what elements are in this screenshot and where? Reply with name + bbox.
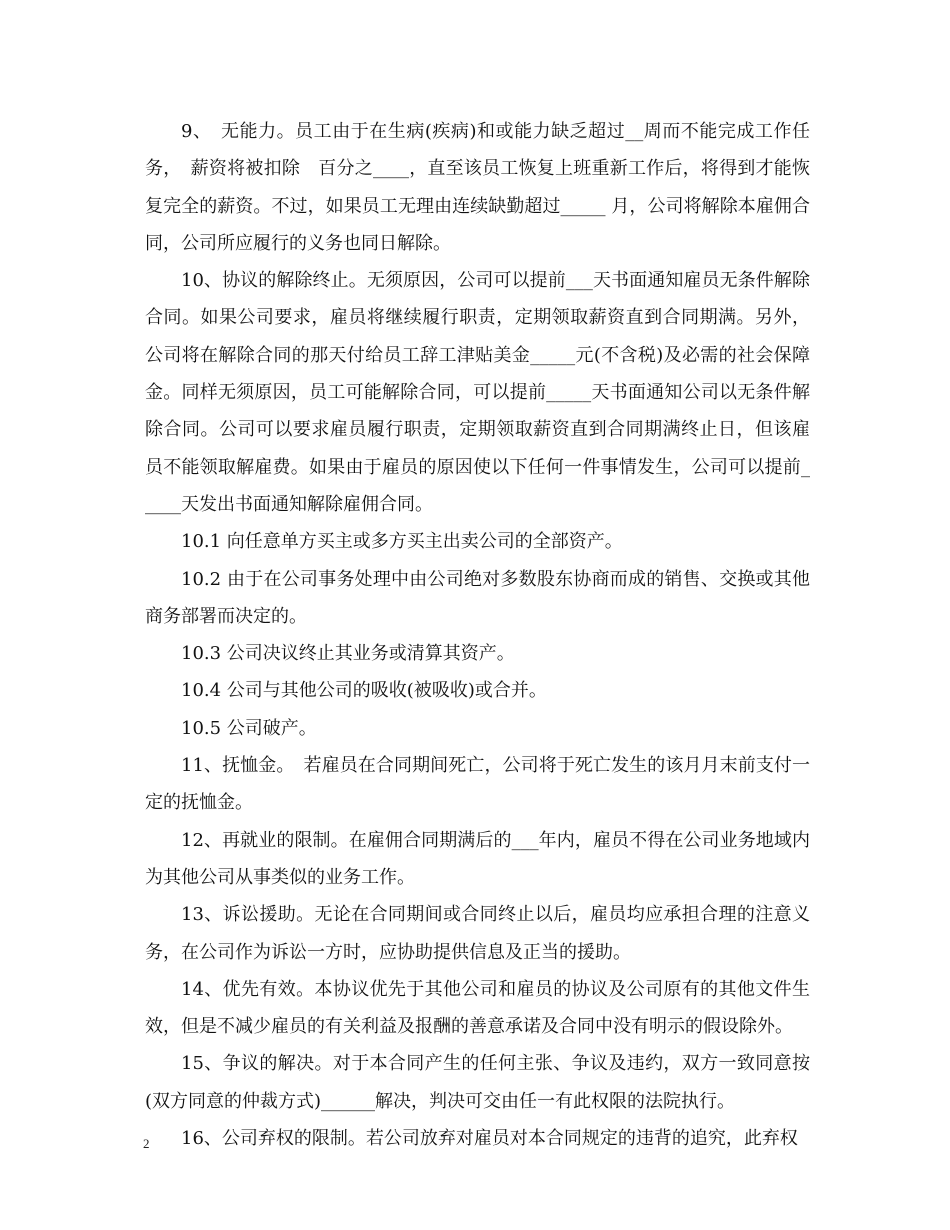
paragraph-13-litigation: 13、诉讼援助。无论在合同期间或合同终止以后，雇员均应承担合理的注意义务，在公司作为诉讼一方时，应协助提供信息及正当的援助。 — [145, 904, 810, 963]
paragraph-15-disputes: 15、争议的解决。对于本合同产生的任何主张、争议及违约，双方一致同意按(双方同意的仲裁方式)______解决，判决可交由任一有此权限的法院执行。 — [145, 1053, 810, 1112]
paragraph-10-5: 10.5 公司破产。 — [181, 717, 317, 739]
paragraph-10-3: 10.3 公司决议终止其业务或清算其资产。 — [181, 643, 515, 665]
paragraph-10-termination: 10、协议的解除终止。无须原因，公司可以提前___天书面通知雇员无条件解除合同。如果公司要求，雇员将继续履行职责，定期领取薪资直到合同期满。另外，公司将在解除合同的那天付给员工辞工津贴美金_____元(不含税)及必需的社会保障金。同样无须原因，员工可能解除合同，可以提前_____天书面通知公司以无条件解除合同。公司可以要求雇员履行职责，定期领取薪资直到合同期满终止日，但该雇员不能领取解雇费。如果由于雇员的原因使以下任何一件事情发生，公司可以提前_____天发出书面通知解除雇佣合同。 — [145, 270, 810, 515]
document-body — [145, 113, 810, 1157]
paragraph-16-waiver: 16、公司弃权的限制。若公司放弃对雇员对本合同规定的违背的追究，此弃权 — [181, 1128, 798, 1150]
paragraph-12-reemployment: 12、再就业的限制。在雇佣合同期满后的___年内，雇员不得在公司业务地域内为其他公司从事类似的业务工作。 — [145, 829, 810, 888]
paragraph-11-pension: 11、抚恤金。 若雇员在合同期间死亡，公司将于死亡发生的该月月末前支付一定的抚恤金。 — [145, 755, 810, 814]
paragraph-9-incapacity: 9、 无能力。员工由于在生病(疾病)和或能力缺乏超过__周而不能完成工作任务， 薪资将被扣除 百分之____，直至该员工恢复上班重新工作后，将得到才能恢复完全的薪资。不过，如果员工无理由连续缺勤超过_____ 月，公司将解除本雇佣合同，公司所应履行的义务也同日解除。 — [145, 121, 810, 254]
paragraph-10-4: 10.4 公司与其他公司的吸收(被吸收)或合并。 — [181, 680, 547, 702]
page-number: 2 — [143, 1136, 150, 1151]
paragraph-10-2: 10.2 由于在公司事务处理中由公司绝对多数股东协商而成的销售、交换或其他商务部署而决定的。 — [145, 568, 810, 627]
paragraph-10-1: 10.1 向任意单方买主或多方买主出卖公司的全部资产。 — [181, 531, 623, 553]
paragraph-14-priority: 14、优先有效。本协议优先于其他公司和雇员的协议及公司原有的其他文件生效，但是不减少雇员的有关利益及报酬的善意承诺及合同中没有明示的假设除外。 — [145, 978, 810, 1038]
